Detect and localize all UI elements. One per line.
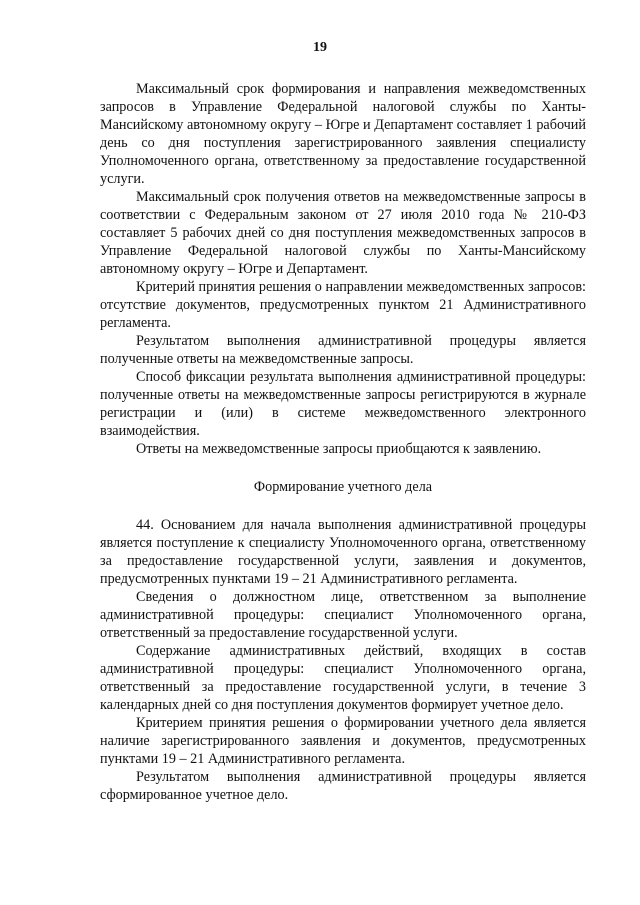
paragraph: Ответы на межведомственные запросы приобщаются к заявлению.	[136, 441, 542, 457]
paragraph: Максимальный срок получения ответов на межведомственные запросы в соответствии с Федеральным законом от 27 июля 2010 года № 210-ФЗ составляет 5 рабочих дней со дня поступления межведомственных запросов в Управление Федеральной налоговой службы по Ханты-Мансийскому автономному округу – Югре и Департамент.	[100, 189, 586, 277]
paragraph: Результатом выполнения административной процедуры является полученные ответы на межведомственные запросы.	[100, 333, 586, 367]
paragraph: Способ фиксации результата выполнения административной процедуры: полученные ответы на межведомственные запросы регистрируются в журнале регистрации и (или) в системе межведомственного электронного взаимодействия.	[100, 369, 586, 439]
page-number: 19	[313, 40, 327, 55]
paragraph: Критерий принятия решения о направлении межведомственных запросов: отсутствие документов, предусмотренных пунктом 21 Административного регламента.	[100, 279, 586, 331]
paragraph: Сведения о должностном лице, ответственном за выполнение административной процедуры: специалист Уполномоченного органа, ответственный за предоставление государственной услуги.	[100, 589, 586, 641]
document-body	[100, 80, 586, 804]
paragraph: 44. Основанием для начала выполнения административной процедуры является поступление к специалисту Уполномоченного органа, ответственному за предоставление государственной услуги, заявления и документов, предусмотренных пунктами 19 – 21 Административного регламента.	[100, 517, 586, 587]
section-heading: Формирование учетного дела	[253, 479, 433, 495]
paragraph: Содержание административных действий, входящих в состав административной процедуры: специалист Уполномоченного органа, ответственный за предоставление государственной услуги, в течение 3 календарных дней со дня поступления документов формирует учетное дело.	[100, 643, 586, 713]
paragraph: Максимальный срок формирования и направления межведомственных запросов в Управление Федеральной налоговой службы по Ханты-Мансийскому автономному округу – Югре и Департамент составляет 1 рабочий день со дня поступления зарегистрированного заявления специалисту Уполномоченного органа, ответственному за предоставление государственной услуги.	[100, 81, 586, 187]
paragraph: Критерием принятия решения о формировании учетного дела является наличие зарегистрированного заявления и документов, предусмотренных пунктами 19 – 21 Административного регламента.	[100, 715, 586, 767]
paragraph: Результатом выполнения административной процедуры является сформированное учетное дело.	[100, 769, 586, 803]
